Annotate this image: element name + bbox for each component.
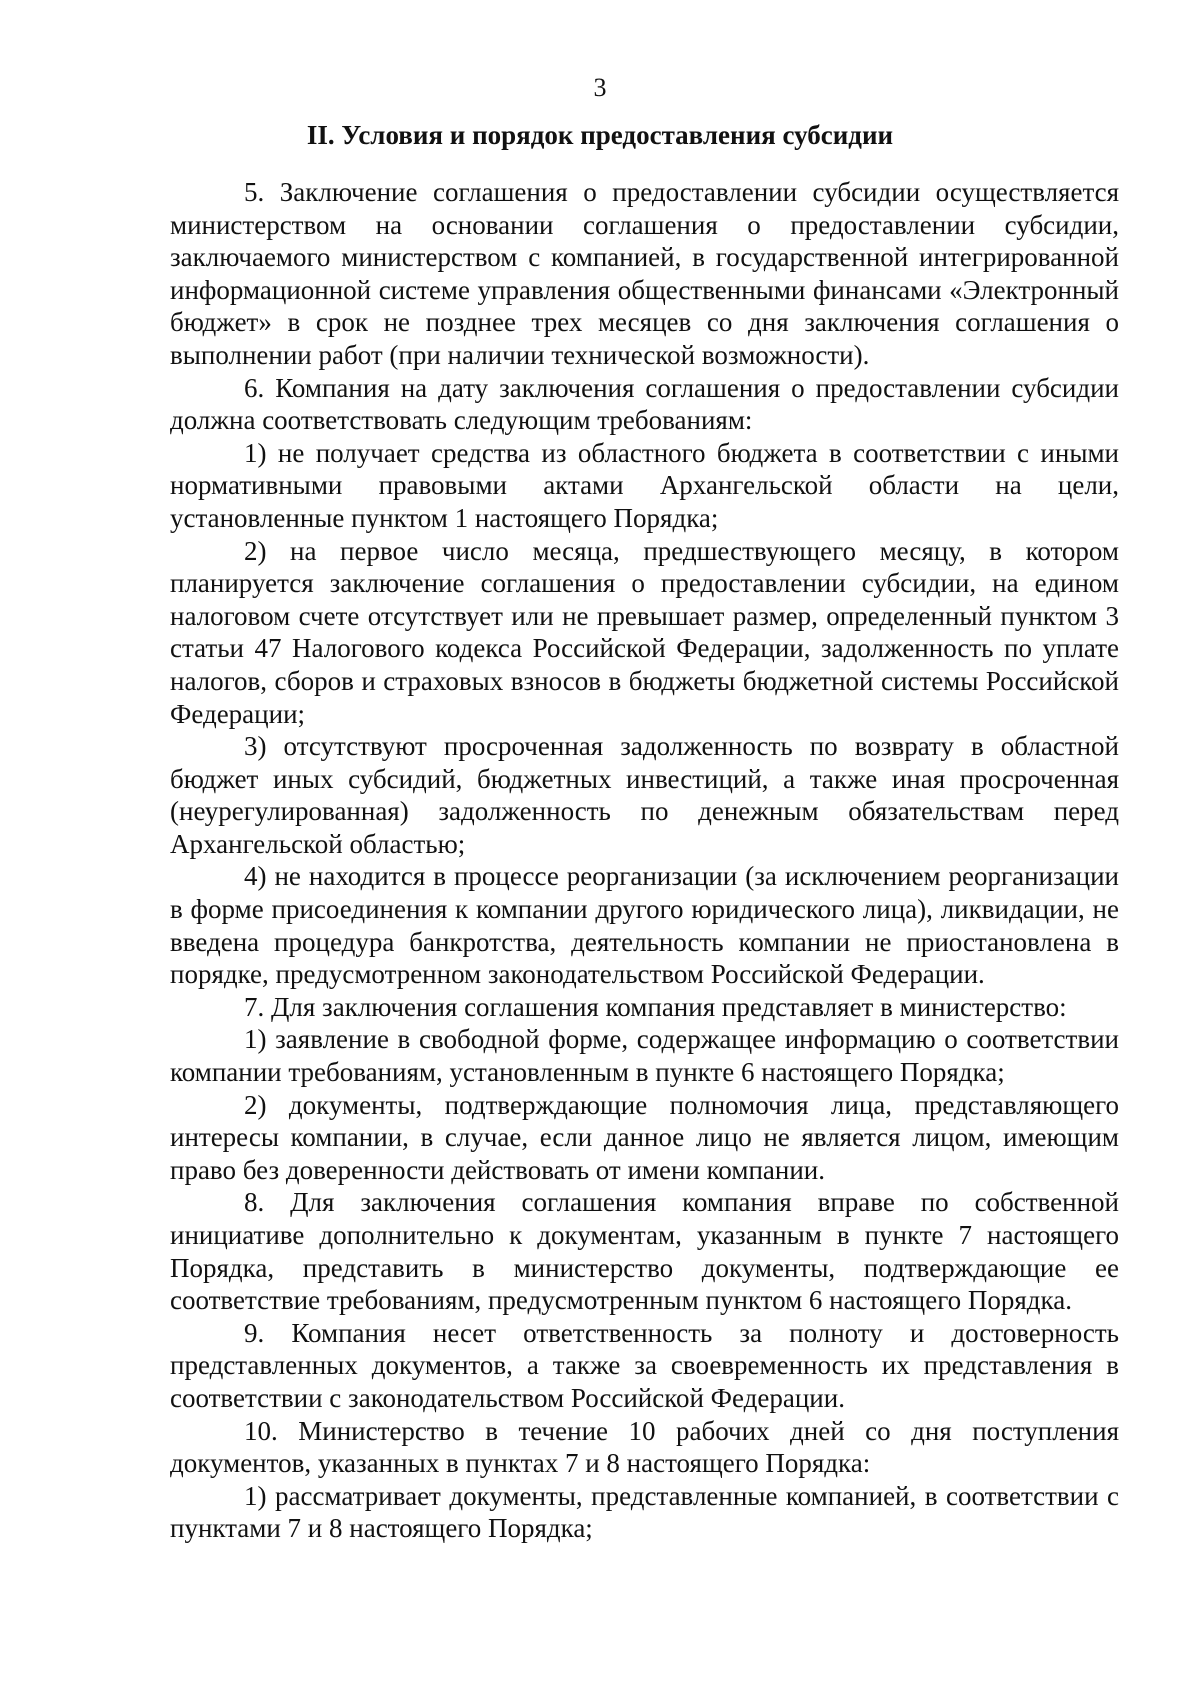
section-title: II. Условия и порядок предоставления субсидии <box>306 120 894 150</box>
page-number: 3 <box>593 73 607 102</box>
paragraph-item-6-4: 4) не находится в процессе реорганизации (за исключением реорганизации в форме присоединения к компании другого юридического лица), ликвидации, не введена процедура банкротства, деятельность компании не приостановлена в порядке, предусмотренном законодательством Российской Федерации. <box>170 861 1119 990</box>
paragraph-item-6-2: 2) на первое число месяца, предшествующего месяцу, в котором планируется заключение соглашения о предоставлении субсидии, на едином налоговом счете отсутствует или не превышает размер, определенный пунктом 3 статьи 47 Налогового кодекса Российской Федерации, задолженность по уплате налогов, сборов и страховых взносов в бюджеты бюджетной системы Российской Федерации; <box>170 535 1119 729</box>
paragraph-item-8: 8. Для заключения соглашения компания вправе по собственной инициативе дополнительно к документам, указанным в пункте 7 настоящего Порядка, представить в министерство документы, подтверждающие ее соответствие требованиям, предусмотренным пунктом 6 настоящего Порядка. <box>170 1187 1119 1316</box>
paragraph-item-7-1: 1) заявление в свободной форме, содержащее информацию о соответствии компании требованиям, установленным в пункте 6 настоящего Порядка; <box>170 1024 1119 1088</box>
paragraph-item-5: 5. Заключение соглашения о предоставлении субсидии осуществляется министерством на основании соглашения о предоставлении субсидии, заключаемого министерством с компанией, в государственной интегрированной информационной системе управления общественными финансами «Электронный бюджет» в срок не позднее трех месяцев со дня заключения соглашения о выполнении работ (при наличии технической возможности). <box>170 177 1119 370</box>
paragraph-item-7-2: 2) документы, подтверждающие полномочия лица, представляющего интересы компании, в случае, если данное лицо не является лицом, имеющим право без доверенности действовать от имени компании. <box>170 1089 1119 1185</box>
document-body <box>170 176 1119 1545</box>
paragraph-item-10: 10. Министерство в течение 10 рабочих дней со дня поступления документов, указанных в пунктах 7 и 8 настоящего Порядка: <box>170 1415 1119 1479</box>
paragraph-item-10-1: 1) рассматривает документы, представленные компанией, в соответствии с пунктами 7 и 8 настоящего Порядка; <box>170 1480 1119 1544</box>
paragraph-item-9: 9. Компания несет ответственность за полноту и достоверность представленных документов, а также за своевременность их представления в соответствии с законодательством Российской Федерации. <box>170 1317 1119 1413</box>
paragraph-item-6: 6. Компания на дату заключения соглашения о предоставлении субсидии должна соответствовать следующим требованиям: <box>170 372 1119 436</box>
paragraph-item-7: 7. Для заключения соглашения компания представляет в министерство: <box>244 991 1067 1022</box>
paragraph-item-6-3: 3) отсутствуют просроченная задолженность по возврату в областной бюджет иных субсидий, бюджетных инвестиций, а также иная просроченная (неурегулированная) задолженность по денежным обязательствам перед Архангельской областью; <box>170 731 1119 859</box>
paragraph-item-6-1: 1) не получает средства из областного бюджета в соответствии с иными нормативными правовыми актами Архангельской области на цели, установленные пунктом 1 настоящего Порядка; <box>170 437 1119 533</box>
